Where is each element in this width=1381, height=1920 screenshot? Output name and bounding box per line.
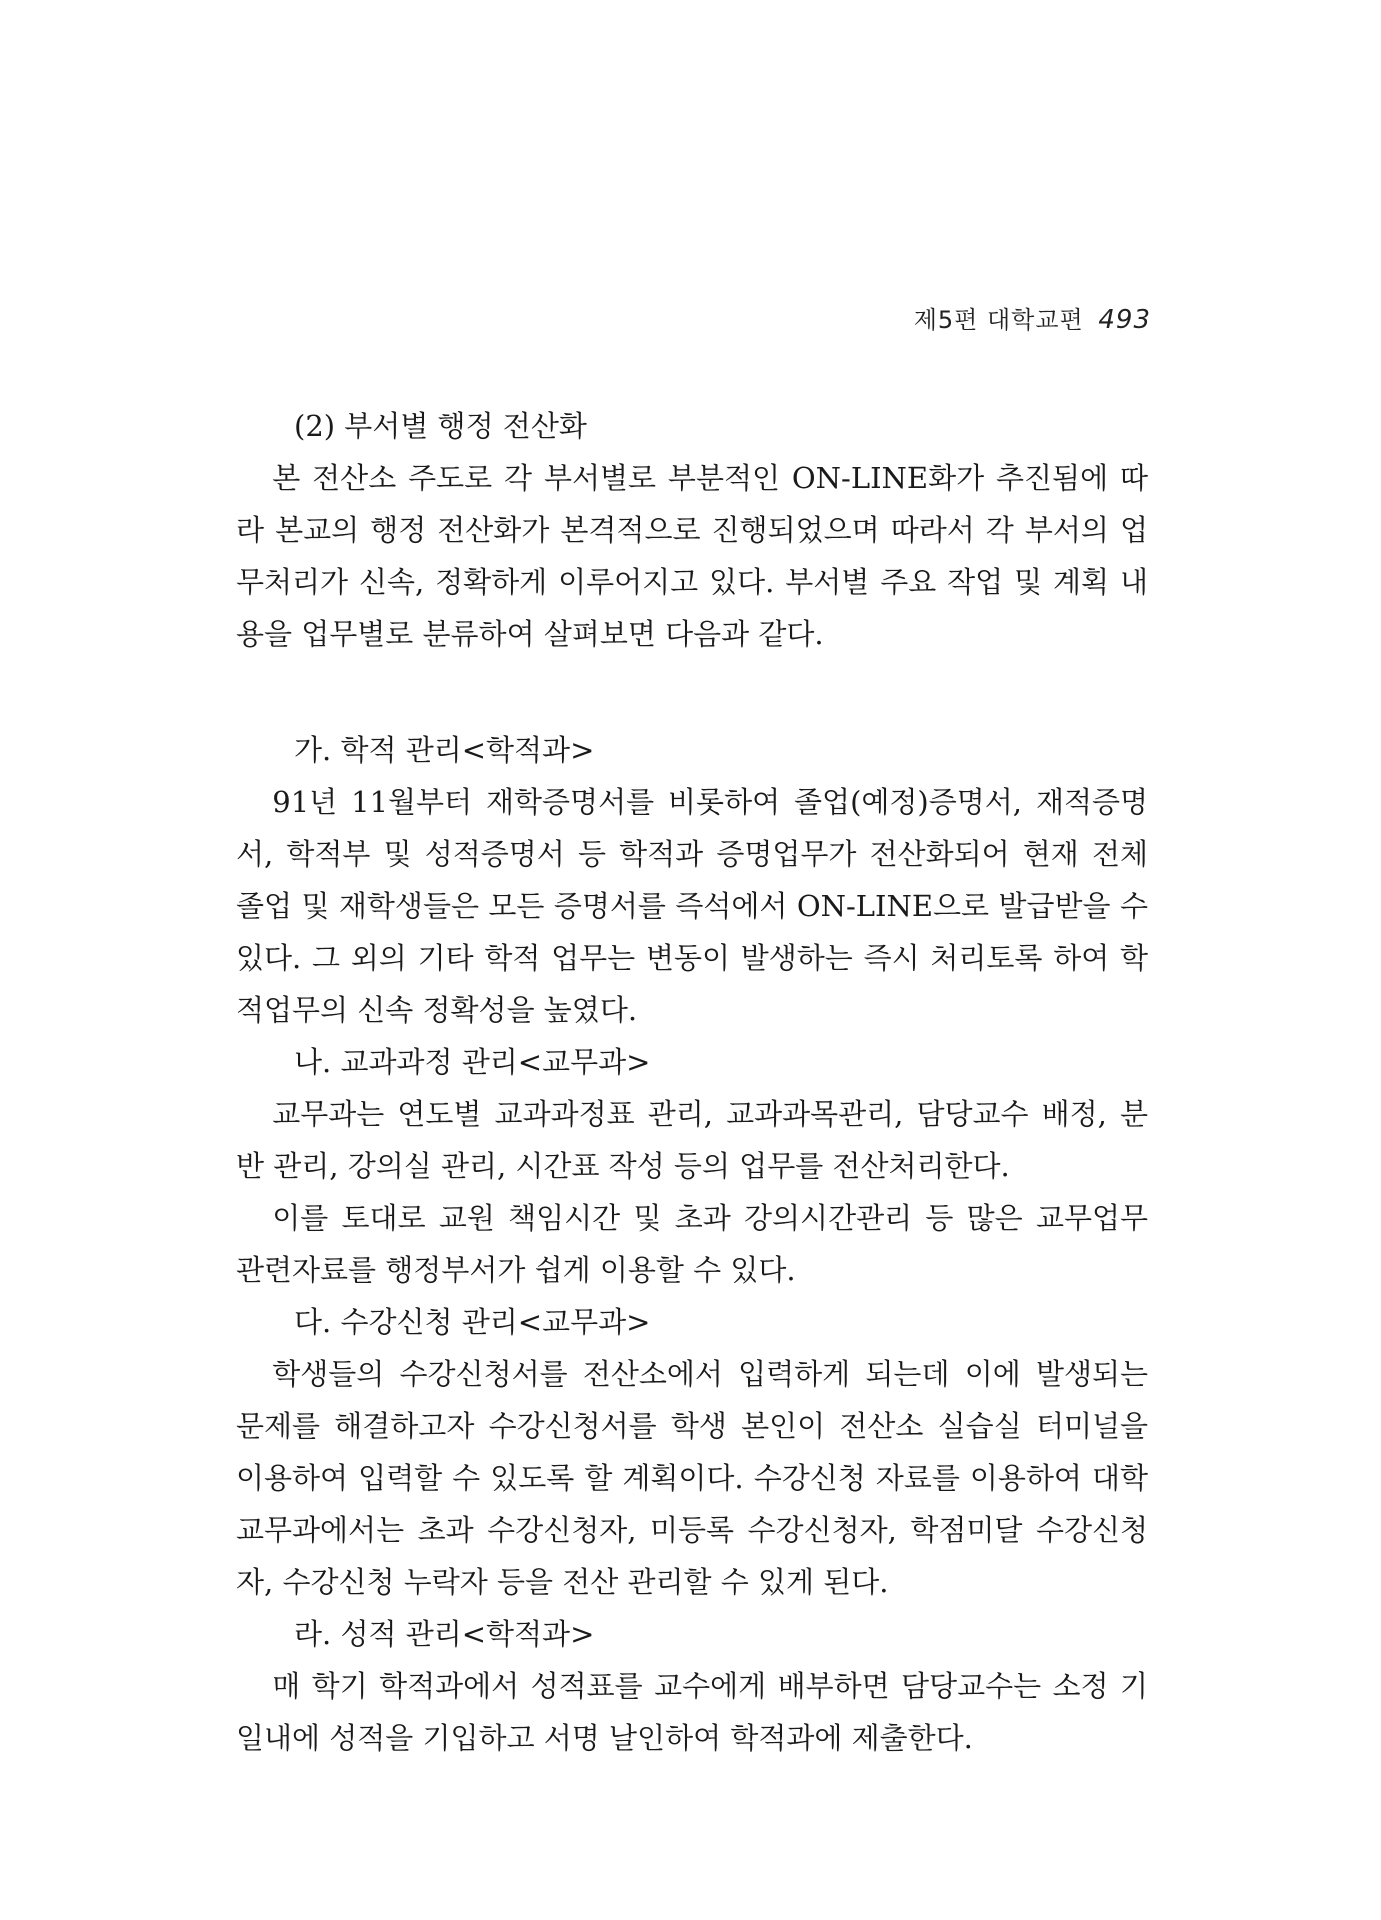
- item-heading: 라. 성적 관리<학적과>: [294, 1617, 595, 1651]
- item-paragraph: 교무과는 연도별 교과과정표 관리, 교과과목관리, 담당교수 배정, 분반 관리, 강의실 관리, 시간표 작성 등의 업무를 전산처리한다.: [236, 1097, 1148, 1183]
- item-paragraph: 91년 11월부터 재학증명서를 비롯하여 졸업(예정)증명서, 재적증명서, 학적부 및 성적증명서 등 학적과 증명업무가 전산화되어 현재 전체 졸업 및 재학생들은 모든 증명서를 즉석에서 ON-LINE으로 발급받을 수 있다. 그 외의 기타 학적 업무는 변동이 발생하는 즉시 처리토록 하여 학적업무의 신속 정확성을 높였다.: [236, 785, 1148, 1027]
- section-intro: 본 전산소 주도로 각 부서별로 부분적인 ON-LINE화가 추진됨에 따라 본교의 행정 전산화가 본격적으로 진행되었으며 따라서 각 부서의 업무처리가 신속, 정확하게 이루어지고 있다. 부서별 주요 작업 및 계획 내용을 업무별로 분류하여 살펴보면 다음과 같다.: [236, 461, 1148, 651]
- body-text: [236, 400, 1148, 1764]
- running-head-label: 제5편 대학교편: [913, 306, 1084, 334]
- paragraph-gap: [236, 660, 1148, 724]
- item-heading: 가. 학적 관리<학적과>: [294, 733, 595, 767]
- item-heading: 나. 교과과정 관리<교무과>: [294, 1045, 651, 1079]
- page-number: 493: [1098, 305, 1151, 335]
- item-paragraph: 학생들의 수강신청서를 전산소에서 입력하게 되는데 이에 발생되는 문제를 해결하고자 수강신청서를 학생 본인이 전산소 실습실 터미널을 이용하여 입력할 수 있도록 할 계획이다. 수강신청 자료를 이용하여 대학 교무과에서는 초과 수강신청자, 미등록 수강신청자, 학점미달 수강신청자, 수강신청 누락자 등을 전산 관리할 수 있게 된다.: [236, 1357, 1148, 1599]
- section-heading: (2) 부서별 행정 전산화: [294, 409, 587, 443]
- item-heading: 다. 수강신청 관리<교무과>: [294, 1305, 651, 1339]
- item-paragraph: 이를 토대로 교원 책임시간 및 초과 강의시간관리 등 많은 교무업무 관련자료를 행정부서가 쉽게 이용할 수 있다.: [236, 1201, 1148, 1287]
- item-paragraph: 매 학기 학적과에서 성적표를 교수에게 배부하면 담당교수는 소정 기일내에 성적을 기입하고 서명 날인하여 학적과에 제출한다.: [236, 1669, 1148, 1755]
- running-head: [914, 300, 1151, 335]
